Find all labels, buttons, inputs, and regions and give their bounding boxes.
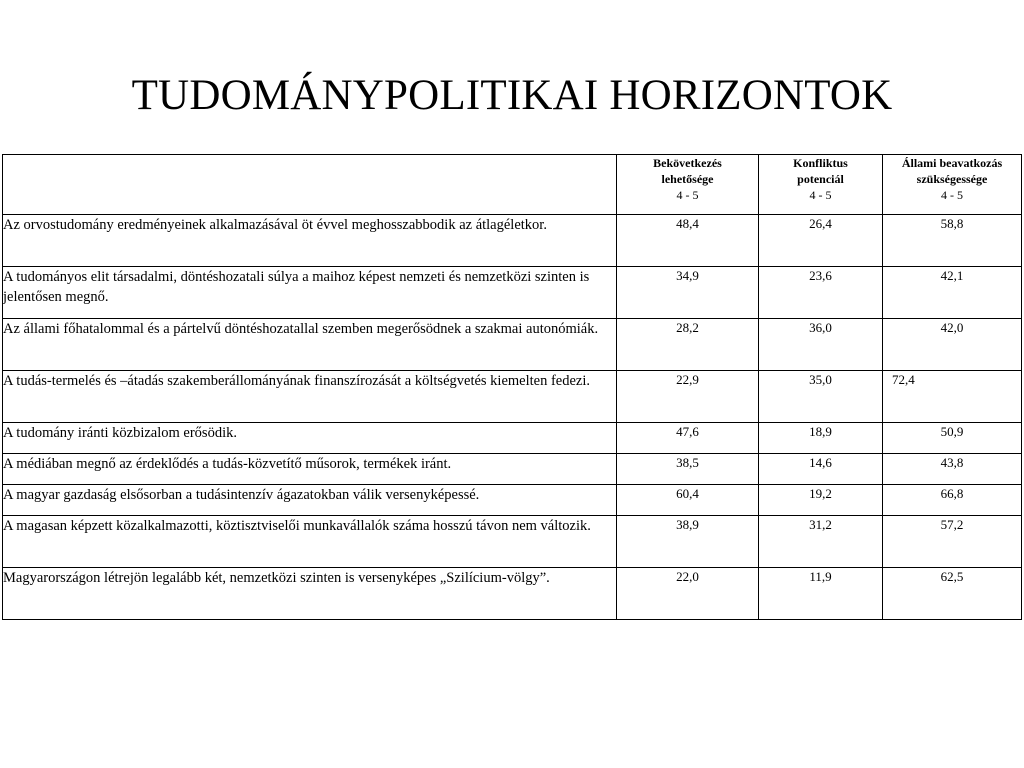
value-likelihood: 22,0: [617, 568, 759, 620]
value-likelihood: 38,5: [617, 454, 759, 485]
column-header-likelihood: [617, 155, 759, 215]
value-conflict: 18,9: [759, 423, 883, 454]
value-conflict: 14,6: [759, 454, 883, 485]
value-conflict: 31,2: [759, 516, 883, 568]
value-likelihood: 47,6: [617, 423, 759, 454]
row-label: Az állami főhatalommal és a pártelvű döntéshozatallal szemben megerősödnek a szakmai autonómiák.: [3, 319, 617, 371]
table-row: [3, 423, 1022, 454]
column-header-scale: 4 - 5: [809, 188, 832, 202]
value-state-intervention: 50,9: [883, 423, 1022, 454]
column-header-scale: 4 - 5: [941, 188, 963, 202]
column-header-title: Konfliktus potenciál: [793, 156, 848, 186]
value-likelihood: 60,4: [617, 485, 759, 516]
value-conflict: 35,0: [759, 371, 883, 423]
column-header-conflict: [759, 155, 883, 215]
value-conflict: 19,2: [759, 485, 883, 516]
value-state-intervention: 42,1: [883, 267, 1022, 319]
page-title: TUDOMÁNYPOLITIKAI HORIZONTOK: [131, 72, 893, 119]
value-likelihood: 38,9: [617, 516, 759, 568]
row-label: A médiában megnő az érdeklődés a tudás-közvetítő műsorok, termékek iránt.: [3, 454, 617, 485]
row-label: A magasan képzett közalkalmazotti, köztisztviselői munkavállalók száma hosszú távon nem változik.: [3, 516, 617, 568]
row-label: A tudományos elit társadalmi, döntéshozatali súlya a maihoz képest nemzeti és nemzetközi szinten is jelentősen megnő.: [3, 267, 617, 319]
table-row: [3, 516, 1022, 568]
table-row: [3, 267, 1022, 319]
value-conflict: 11,9: [759, 568, 883, 620]
value-likelihood: 34,9: [617, 267, 759, 319]
column-header-title: Bekövetkezés lehetősége: [653, 156, 722, 186]
row-label: A tudomány iránti közbizalom erősödik.: [3, 423, 617, 454]
value-conflict: 23,6: [759, 267, 883, 319]
value-conflict: 26,4: [759, 215, 883, 267]
value-state-intervention: 62,5: [883, 568, 1022, 620]
row-label: Magyarországon létrejön legalább két, nemzetközi szinten is versenyképes „Szilícium-völgy”.: [3, 568, 617, 620]
table-row: [3, 454, 1022, 485]
row-label: Az orvostudomány eredményeinek alkalmazásával öt évvel meghosszabbodik az átlagéletkor.: [3, 215, 617, 267]
value-likelihood: 22,9: [617, 371, 759, 423]
table-row: [3, 568, 1022, 620]
table-row: [3, 485, 1022, 516]
table-header-row: [3, 155, 1022, 215]
column-header-state-intervention: [883, 155, 1022, 215]
value-likelihood: 48,4: [617, 215, 759, 267]
value-state-intervention: 42,0: [883, 319, 1022, 371]
column-header-title: Állami beavatkozás szükségessége: [901, 156, 1003, 186]
value-state-intervention: 57,2: [883, 516, 1022, 568]
value-state-intervention: 43,8: [883, 454, 1022, 485]
value-state-intervention: 58,8: [883, 215, 1022, 267]
value-conflict: 36,0: [759, 319, 883, 371]
value-state-intervention: 72,4: [883, 371, 1022, 423]
value-state-intervention: 66,8: [883, 485, 1022, 516]
horizons-table: [2, 154, 1022, 620]
value-likelihood: 28,2: [617, 319, 759, 371]
column-header-scale: 4 - 5: [676, 188, 699, 202]
row-label: A tudás-termelés és –átadás szakemberállományának finanszírozását a költségvetés kiemelten fedezi.: [3, 371, 617, 423]
table-row: [3, 371, 1022, 423]
row-label: A magyar gazdaság elsősorban a tudásintenzív ágazatokban válik versenyképessé.: [3, 485, 617, 516]
empty-header-cell: [3, 155, 617, 215]
table-row: [3, 319, 1022, 371]
table-row: [3, 215, 1022, 267]
